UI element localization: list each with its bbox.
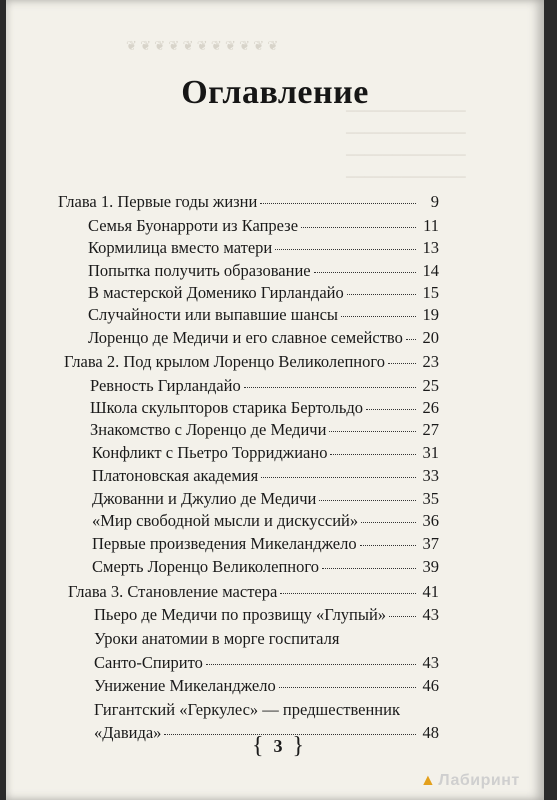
toc-entry-page: 48 (422, 723, 439, 742)
toc-entry-page: 26 (422, 398, 439, 417)
toc-entry-text: Лоренцо де Медичи и его славное семейство (88, 328, 403, 347)
page-number (252, 733, 304, 760)
toc-entry-text: Семья Буонарроти из Капрезе (88, 216, 299, 235)
toc-entry-text: Школа скульпторов старика Бертольдо (90, 398, 364, 417)
toc-entry (90, 376, 439, 398)
toc-entry-text: Первые произведения Микеланджело (92, 534, 357, 553)
toc-entry-text: Унижение Микеланджело (94, 676, 276, 695)
toc-entry-text: Знакомство с Лоренцо де Медичи (90, 420, 327, 439)
toc-entry-text: «Давида» (94, 723, 162, 742)
toc-entry (92, 511, 439, 533)
toc-entry (94, 653, 439, 675)
page-number-text: 3 (273, 736, 283, 756)
toc-entry-page: 35 (422, 489, 439, 508)
folio-bracket-right: } (292, 733, 305, 759)
toc-entry-page: 9 (430, 192, 439, 211)
toc-entry (92, 443, 439, 465)
toc-entry-text: Санто-Спирито (94, 653, 203, 672)
toc-entry-page: 27 (422, 420, 439, 439)
toc-entry-text: Глава 2. Под крылом Лоренцо Великолепного (64, 352, 385, 371)
toc-entry-page: 43 (422, 605, 439, 624)
toc-entry-text: Случайности или выпавшие шансы (88, 305, 339, 324)
toc-entry-text: Пьеро де Медичи по прозвищу «Глупый» (94, 605, 387, 624)
toc-entry (64, 352, 439, 374)
toc-entry-text: «Мир свободной мысли и дискуссий» (92, 511, 359, 530)
toc-entry-page: 11 (423, 216, 439, 235)
bleed-through-lines: ───────────── ───────────── ───────────── ───────────── (346, 103, 466, 184)
toc-entry (88, 328, 439, 350)
toc-entry-page: 37 (422, 534, 439, 553)
watermark-logo (420, 772, 520, 790)
toc-entry-page: 31 (422, 443, 439, 462)
toc-entry (90, 420, 439, 442)
toc-entry-page: 19 (422, 305, 439, 324)
book-page (6, 0, 544, 800)
toc-entry-text: Конфликт с Пьетро Торриджиано (92, 443, 328, 462)
page-title: Оглавление (181, 74, 369, 111)
toc-entry-text: В мастерской Доменико Гирландайо (88, 283, 344, 302)
toc-entry (68, 582, 439, 604)
toc-entry (88, 305, 439, 327)
toc-entry (92, 557, 439, 579)
toc-entry (88, 238, 439, 260)
toc-entry-page: 41 (422, 582, 439, 601)
toc-entry (94, 605, 439, 627)
toc-entry-page: 43 (422, 653, 439, 672)
toc-entry-page: 46 (422, 676, 439, 695)
folio-bracket-left: { (252, 733, 264, 759)
toc-entry (94, 629, 439, 651)
toc-entry (88, 216, 439, 238)
toc-entry (92, 534, 439, 556)
toc-entry (90, 398, 439, 420)
toc-entry-page: 36 (422, 511, 439, 530)
toc-entry (92, 466, 439, 488)
toc-entry-page: 14 (422, 261, 439, 280)
toc-entry-text: Джованни и Джулио де Медичи (92, 489, 317, 508)
toc-entry-text: Кормилица вместо матери (88, 238, 273, 257)
toc-entry-text: Глава 3. Становление мастера (68, 582, 278, 601)
toc-entry-page: 33 (422, 466, 439, 485)
toc-entry-page: 20 (422, 328, 439, 347)
toc-entry-page: 39 (422, 557, 439, 576)
toc-entry-text: Уроки анатомии в морге госпиталя (94, 629, 340, 648)
labyrinth-logo-icon: ▲ (420, 772, 437, 789)
toc-entry-page: 23 (422, 352, 439, 371)
toc-entry (58, 192, 439, 214)
toc-entry-text: Гигантский «Геркулес» — предшественник (94, 700, 400, 719)
toc-entry (88, 261, 439, 283)
toc-entry-text: Попытка получить образование (88, 261, 311, 280)
toc-entry-text: Смерть Лоренцо Великолепного (92, 557, 319, 576)
toc-entry (94, 700, 439, 722)
toc-entry-text: Платоновская академия (92, 466, 259, 485)
toc-entry-text: Глава 1. Первые годы жизни (58, 192, 258, 211)
toc-entry-page: 25 (422, 376, 439, 395)
toc-entry (94, 676, 439, 698)
bleed-through-header: ❦ ❦ ❦ ❦ ❦ ❦ ❦ ❦ ❦ ❦ ❦ (126, 38, 279, 53)
toc-entry (88, 283, 439, 305)
toc-entry (92, 489, 439, 511)
watermark-text: Лабиринт (438, 772, 520, 789)
toc-entry-text: Ревность Гирландайо (90, 376, 241, 395)
toc-entry-page: 15 (422, 283, 439, 302)
toc-entry-page: 13 (422, 238, 439, 257)
